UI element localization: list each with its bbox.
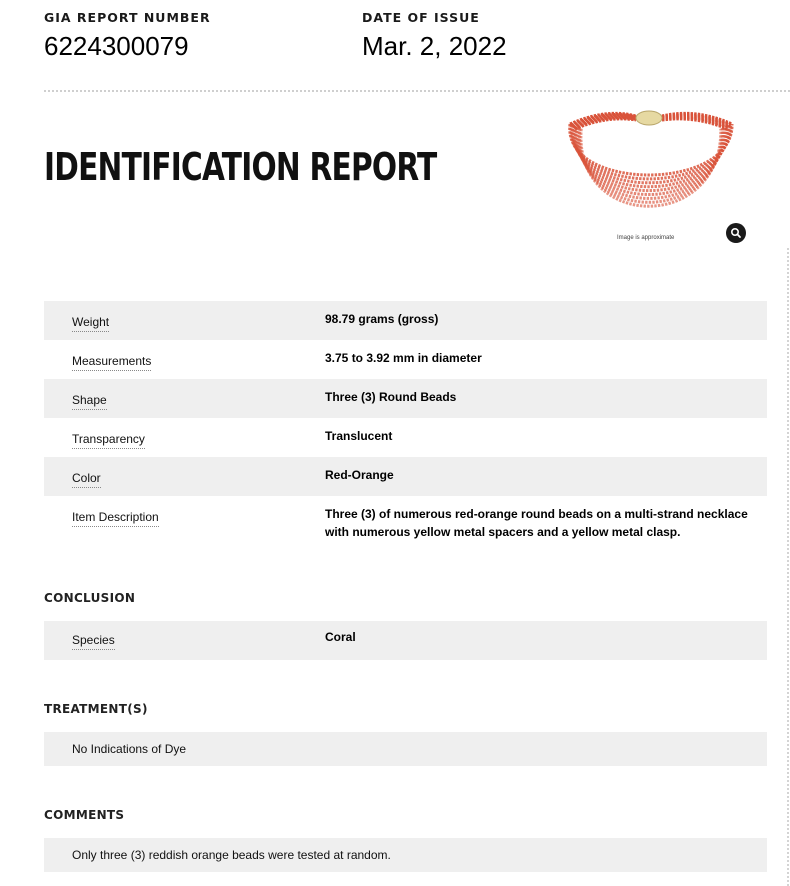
page-title: IDENTIFICATION REPORT — [44, 145, 437, 189]
details-row-measurements — [44, 340, 767, 379]
shape-label[interactable]: Shape — [72, 393, 107, 410]
comments-heading: COMMENTS — [44, 808, 125, 822]
species-label[interactable]: Species — [72, 633, 115, 650]
conclusion-table — [44, 621, 767, 660]
species-value: Coral — [325, 630, 356, 644]
report-number-label: GIA REPORT NUMBER — [44, 10, 211, 25]
issue-date: Mar. 2, 2022 — [362, 31, 507, 61]
treatments-row — [44, 732, 767, 766]
comments-text: Only three (3) reddish orange beads were tested at random. — [72, 848, 391, 862]
details-row-color — [44, 457, 767, 496]
image-caption: Image is approximate — [617, 235, 675, 241]
details-row-shape — [44, 379, 767, 418]
color-value: Red-Orange — [325, 468, 394, 482]
measurements-label[interactable]: Measurements — [72, 354, 151, 371]
color-label[interactable]: Color — [72, 471, 101, 488]
report-number: 6224300079 — [44, 31, 189, 61]
date-label: DATE OF ISSUE — [362, 10, 480, 25]
transparency-value: Translucent — [325, 429, 393, 443]
details-row-transparency — [44, 418, 767, 457]
item-description-value: Three (3) of numerous red-orange round beads on a multi-strand necklace with numerous yellow metal spacers and a yellow metal clasp. — [325, 507, 748, 539]
necklace-illustration — [556, 102, 742, 222]
scroll-guide — [787, 248, 789, 886]
shape-value: Three (3) Round Beads — [325, 390, 457, 404]
item-description-label[interactable]: Item Description — [72, 510, 159, 527]
comments-row — [44, 838, 767, 872]
header-divider — [44, 90, 790, 92]
measurements-value: 3.75 to 3.92 mm in diameter — [325, 351, 482, 365]
details-row-item-description — [44, 496, 767, 553]
details-table — [44, 301, 767, 553]
weight-label[interactable]: Weight — [72, 315, 109, 332]
treatments-heading: TREATMENT(S) — [44, 702, 148, 716]
necklace-image[interactable] — [556, 102, 742, 222]
conclusion-heading: CONCLUSION — [44, 591, 136, 605]
treatments-text: No Indications of Dye — [72, 742, 187, 756]
weight-value: 98.79 grams (gross) — [325, 312, 439, 326]
conclusion-row-species — [44, 621, 767, 660]
transparency-label[interactable]: Transparency — [72, 432, 145, 449]
search-icon — [726, 223, 746, 243]
zoom-button[interactable] — [726, 223, 746, 243]
details-row-weight — [44, 301, 767, 340]
